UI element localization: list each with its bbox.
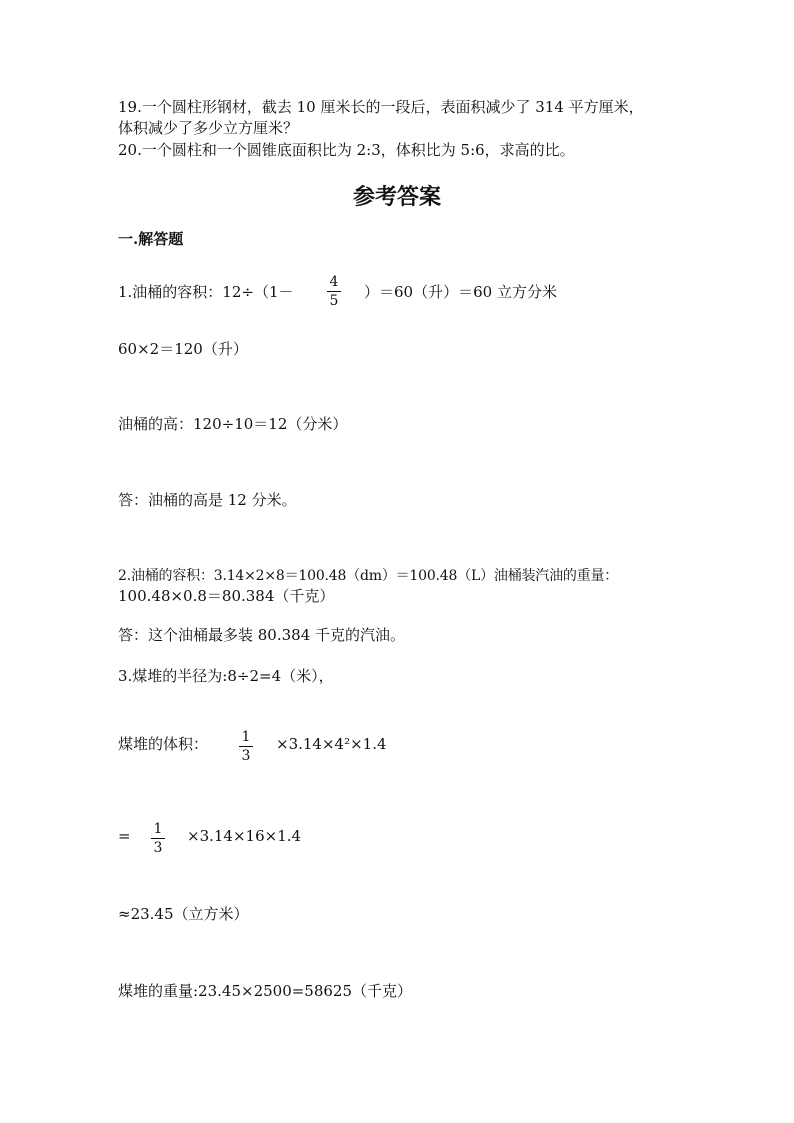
answer-1-line-3: 油桶的高：120÷10＝12（分米） (118, 415, 348, 433)
answer-1-suffix: ）＝60（升）＝60 立方分米 (364, 283, 557, 301)
answer-1-line-2: 60×2＝120（升） (118, 340, 248, 358)
section-title: 一.解答题 (118, 230, 184, 248)
volume-expression: ×3.14×4²×1.4 (276, 735, 387, 753)
equals-expression: ×3.14×16×1.4 (187, 827, 302, 845)
answer-title: 参考答案 (352, 184, 441, 210)
fraction-denominator: 3 (153, 840, 163, 856)
question-20: 20.一个圆柱和一个圆锥底面积比为 2:3，体积比为 5:6，求高的比。 (118, 141, 575, 159)
answer-2-line-2: 100.48×0.8＝80.384（千克） (118, 587, 335, 605)
answer-2-line-3: 答：这个油桶最多装 80.384 千克的汽油。 (118, 626, 406, 644)
fraction-bar (327, 291, 341, 292)
fraction-numerator: 1 (241, 729, 251, 745)
fraction-numerator: 1 (153, 821, 163, 837)
fraction-bar (151, 838, 165, 839)
answer-3-line-1: 3.煤堆的半径为:8÷2=4（米）， (118, 667, 334, 685)
answer-1-prefix: 1.油桶的容积：12÷（1－ (118, 283, 294, 301)
fraction-denominator: 5 (329, 293, 339, 309)
answer-1-line-4: 答：油桶的高是 12 分米。 (118, 491, 297, 509)
equals-fraction (151, 821, 165, 856)
question-19-line-1: 19.一个圆柱形钢材，截去 10 厘米长的一段后，表面积减少了 314 平方厘米， (118, 98, 644, 116)
answer-1-fraction (327, 274, 341, 309)
fraction-denominator: 3 (241, 748, 251, 764)
question-19-line-2: 体积减少了多少立方厘米？ (118, 119, 299, 137)
volume-fraction (239, 729, 253, 764)
volume-label: 煤堆的体积： (118, 735, 209, 753)
answer-2-line-1: 2.油桶的容积：3.14×2×8＝100.48（dm）＝100.48（L）油桶装汽油的重量： (118, 568, 619, 584)
fraction-bar (239, 746, 253, 747)
coal-weight: 煤堆的重量:23.45×2500=58625（千克） (118, 982, 413, 1000)
approx-volume: ≈23.45（立方米） (118, 905, 249, 923)
fraction-numerator: 4 (329, 274, 339, 290)
equals-sign: = (118, 827, 131, 845)
